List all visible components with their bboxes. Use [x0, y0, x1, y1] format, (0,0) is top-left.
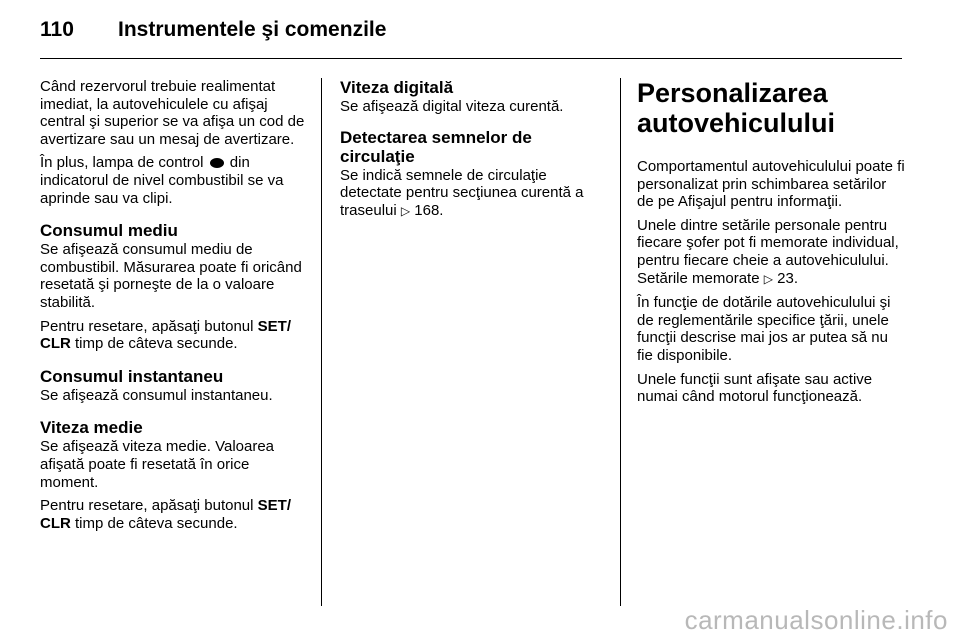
- paragraph: Comportamentul autovehiculului poate fi personalizat prin schimbarea setărilor de pe Afişajul pentru informaţii.: [637, 158, 905, 211]
- paragraph: Se afişează consumul mediu de combustibil. Măsurarea poate fi oricând resetată şi porneşte de la o valoare stabilită.: [40, 241, 302, 311]
- section-heading: Viteza digitală: [340, 78, 454, 97]
- watermark: carmanualsonline.info: [684, 605, 948, 635]
- paragraph: [40, 497, 308, 532]
- section-heading: Detectarea semnelor de circulaţie: [340, 127, 532, 166]
- paragraph: Se afişează consumul instantaneu.: [40, 386, 273, 404]
- page-reference-arrow-icon: ▷: [400, 203, 411, 218]
- paragraph: [40, 154, 308, 207]
- button-name: SET/ CLR: [40, 497, 291, 532]
- paragraph: În funcţie de dotările autovehiculului şi de reglementările specifice ţării, unele funcţii descrise mai jos ar putea să nu fie disponibile.: [637, 294, 891, 364]
- column-1: [40, 78, 308, 538]
- page-reference[interactable]: 168.: [414, 201, 444, 219]
- text: Unele dintre setările personale pentru fiecare şofer pot fi memorate individual, pentru fiecare cheie a autovehiculului. Setările memorate: [637, 216, 899, 287]
- chapter-title: Personalizarea autovehiculului: [637, 78, 836, 138]
- section-heading: Consumul instantaneu: [40, 366, 224, 386]
- page-reference[interactable]: 23.: [777, 269, 798, 287]
- column-divider-1: [321, 78, 322, 606]
- text: din indicatorul de nivel combustibil se va aprinde sau va clipi.: [40, 154, 284, 207]
- text: timp de câteva secunde.: [75, 514, 238, 532]
- paragraph: Când rezervorul trebuie realimentat imediat, la autovehiculele cu afişaj central şi superior se va afişa un cod de avertizare sau un mesaj de avertizare.: [40, 78, 305, 148]
- page-header: [40, 18, 386, 42]
- text: Se indică semnele de circulaţie detectate pentru secţiunea curentă a traseului: [340, 166, 584, 219]
- page-header-title: Instrumentele şi comenzile: [118, 18, 387, 41]
- header-rule: [40, 58, 902, 59]
- column-divider-2: [620, 78, 621, 606]
- text: Pentru resetare, apăsaţi butonul: [40, 317, 254, 335]
- column-2: [340, 78, 608, 226]
- paragraph: Se afişează viteza medie. Valoarea afişată poate fi resetată în orice moment.: [40, 438, 275, 491]
- paragraph: [40, 318, 308, 353]
- fuel-lamp-icon: [210, 158, 224, 168]
- paragraph: Se afişează digital viteza curentă.: [340, 98, 564, 115]
- paragraph: [637, 217, 905, 288]
- section-heading: Viteza medie: [40, 418, 143, 438]
- text: Pentru resetare, apăsaţi butonul: [40, 497, 254, 515]
- section-heading: Consumul mediu: [40, 221, 178, 241]
- page-reference-arrow-icon: ▷: [763, 271, 773, 286]
- column-3: [637, 78, 905, 412]
- button-name: SET/ CLR: [40, 317, 291, 353]
- paragraph: [340, 167, 608, 221]
- paragraph: Unele funcţii sunt afişate sau active numai când motorul funcţionează.: [637, 370, 873, 406]
- text: În plus, lampa de control: [40, 154, 204, 172]
- page-number: 110: [40, 18, 74, 41]
- text: timp de câteva secunde.: [75, 335, 238, 353]
